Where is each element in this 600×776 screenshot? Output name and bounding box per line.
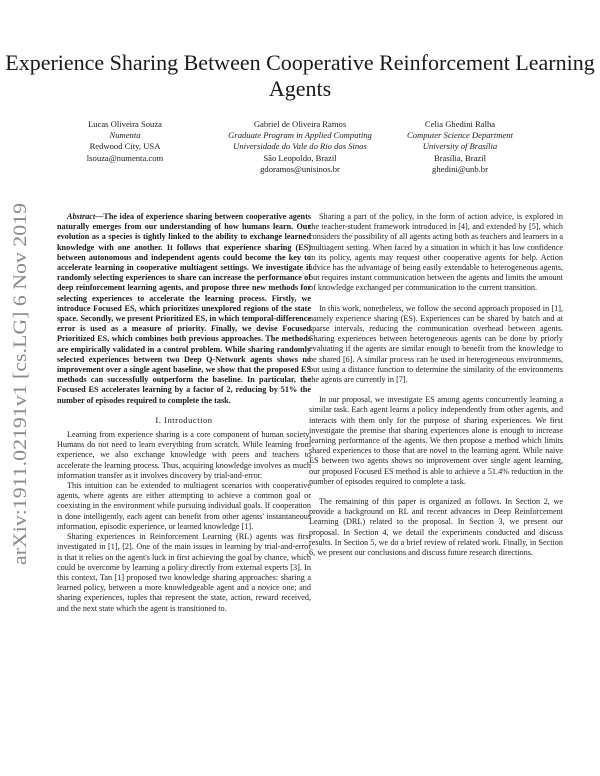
author-location: Redwood City, USA: [89, 141, 161, 152]
author-3: [385, 119, 535, 175]
author-name: Lucas Oliveira Souza: [88, 119, 162, 129]
section-heading: I. Introduction: [155, 414, 213, 425]
left-column: [57, 212, 311, 614]
author-2: [200, 119, 400, 175]
author-location: São Leopoldo, Brazil: [263, 152, 337, 163]
author-email: gdoramos@unisinos.br: [260, 163, 340, 174]
paper-title: Experience Sharing Between Cooperative Reinforcement Learning Agents: [5, 50, 595, 101]
author-name: Gabriel de Oliveira Ramos: [253, 119, 347, 129]
author-location: Brasília, Brazil: [433, 152, 487, 163]
author-email: lsouza@numenta.com: [86, 152, 164, 163]
author-1: [50, 119, 200, 164]
paragraph: Sharing a part of the policy, in the form of action advice, is explored in the teacher-student framework introduced in [4], and extended by [5], which considers the possibility of all agents acting both as teachers and learners in a multiagent setting. When faced by a situation in which it has low confidence in its policy, agents may request other cooperative agents for help. Action advice has the advantage of being easily extendable to heterogeneous agents, but requires instant communication between the agents and limits the amount of knowledge exchanged per communication to the current transition.: [309, 212, 563, 293]
paragraph: The remaining of this paper is organized as follows. In Section 2, we provide a background on RL and recent advances in Deep Reinforcement Learning (DRL) related to the proposal. In Section 3, we present our proposal. In Section 4, we detail the experiments conducted and discuss results. In Section 5, we do a brief review of related work. Finally, in Section 6, we present our conclusions and discuss future research directions.: [309, 497, 563, 558]
author-affiliation: Numenta: [109, 130, 141, 141]
paragraph: Sharing experiences in Reinforcement Learning (RL) agents was first investigated in [1], [2]. One of the main issues in learning by trial-and-error is that it relies on the agent's luck in first achieving the goal by chance, which could be overcome by learning a policy directly from external experts [3]. In this context, Tan [1] proposed two knowledge sharing approaches: sharing a learned policy, between a more knowledgeable agent and a novice one; and sharing experiences, tuples that represent the state, action, reward received, and the next state which the agent is transitioned to.: [57, 532, 311, 613]
author-affiliation-2: University of Brasília: [422, 141, 498, 152]
abstract: [57, 212, 311, 406]
arxiv-id: arXiv:1911.02191v1 [cs.LG] 6 Nov 2019: [10, 250, 31, 565]
paragraph: This intuition can be extended to multiagent scenarios with cooperative agents, where agents are either attempting to achieve a common goal or coexisting in the environment while pursuing individual goals. If cooperation is done intelligently, each agent can benefit from other agents' instantaneous information, episodic experience, or learned knowledge [1].: [57, 481, 311, 531]
paragraph: Learning from experience sharing is a core component of human society. Humans do not need to learn everything from scratch. While learning from experience, we also exchange knowledge with peers and teachers to accelerate the learning process. Thus, acquiring knowledge involves as much information transfer as it involves discovery by trial-and-error.: [57, 430, 311, 480]
paragraph: In our proposal, we investigate ES among agents concurrently learning a similar task. Each agent learns a policy independently from other agents, and interacts with them only for the purpose of sharing experiences. We first investigate the premise that sharing experiences alone is enough to increase learning performance of the agents. We then propose a method which limits shared experiences to those that are novel to the learning agent. While naive ES between two agents shows no improvement over single agent learning, our proposed Focused ES method is able to achieve a 51.4% reduction in the number of episodes required to complete a task.: [309, 395, 563, 486]
author-email: ghedini@unb.br: [432, 163, 488, 174]
author-affiliation: Computer Science Department: [407, 130, 513, 141]
abstract-label: Abstract: [67, 212, 96, 221]
abstract-text: —The idea of experience sharing between cooperative agents naturally emerges from our understanding of how humans learn. Our evolution as a species is tightly linked to the ability to exchange learned knowledge with one another. It follows that experience sharing (ES) between autonomous and independent agents could become the key to accelerate learning in cooperative multiagent settings. We investigate if randomly selecting experiences to share can increase the performance of deep reinforcement learning agents, and propose three new methods for selecting experiences to accelerate the learning process. Firstly, we introduce Focused ES, which prioritizes unexplored regions of the state space. Secondly, we present Prioritized ES, in which temporal-difference error is used as a measure of priority. Finally, we devise Focused Prioritized ES, which combines both previous approaches. The methods are empirically validated in a control problem. While sharing randomly selected experiences between two Deep Q-Network agents shows no improvement over a single agent baseline, we show that the proposed ES methods can successfully outperform the baseline. In particular, the Focused ES accelerates learning by a factor of 2, reducing by 51% the number of episodes required to complete the task.: [57, 212, 311, 405]
author-affiliation-2: Universidade do Vale do Rio dos Sinos: [233, 141, 367, 152]
paragraph: In this work, nonetheless, we follow the second approach proposed in [1], namely experience sharing (ES). Experiences can be shared by batch and at sparse intervals, reducing the communication overhead between agents. Sharing experiences between heterogeneous agents can be done by priorly evaluating if the agents are similar enough to benefit from the knowledge to be shared [6]. A similar process can be used in heterogeneous environments, but using a distance function to determine the similarity of the environments the agents are currently in [7].: [309, 303, 563, 385]
right-column: [309, 212, 563, 558]
arxiv-stamp: [2, 195, 34, 570]
author-name: Celia Ghedini Ralha: [424, 119, 496, 129]
author-affiliation: Graduate Program in Applied Computing: [228, 130, 372, 141]
